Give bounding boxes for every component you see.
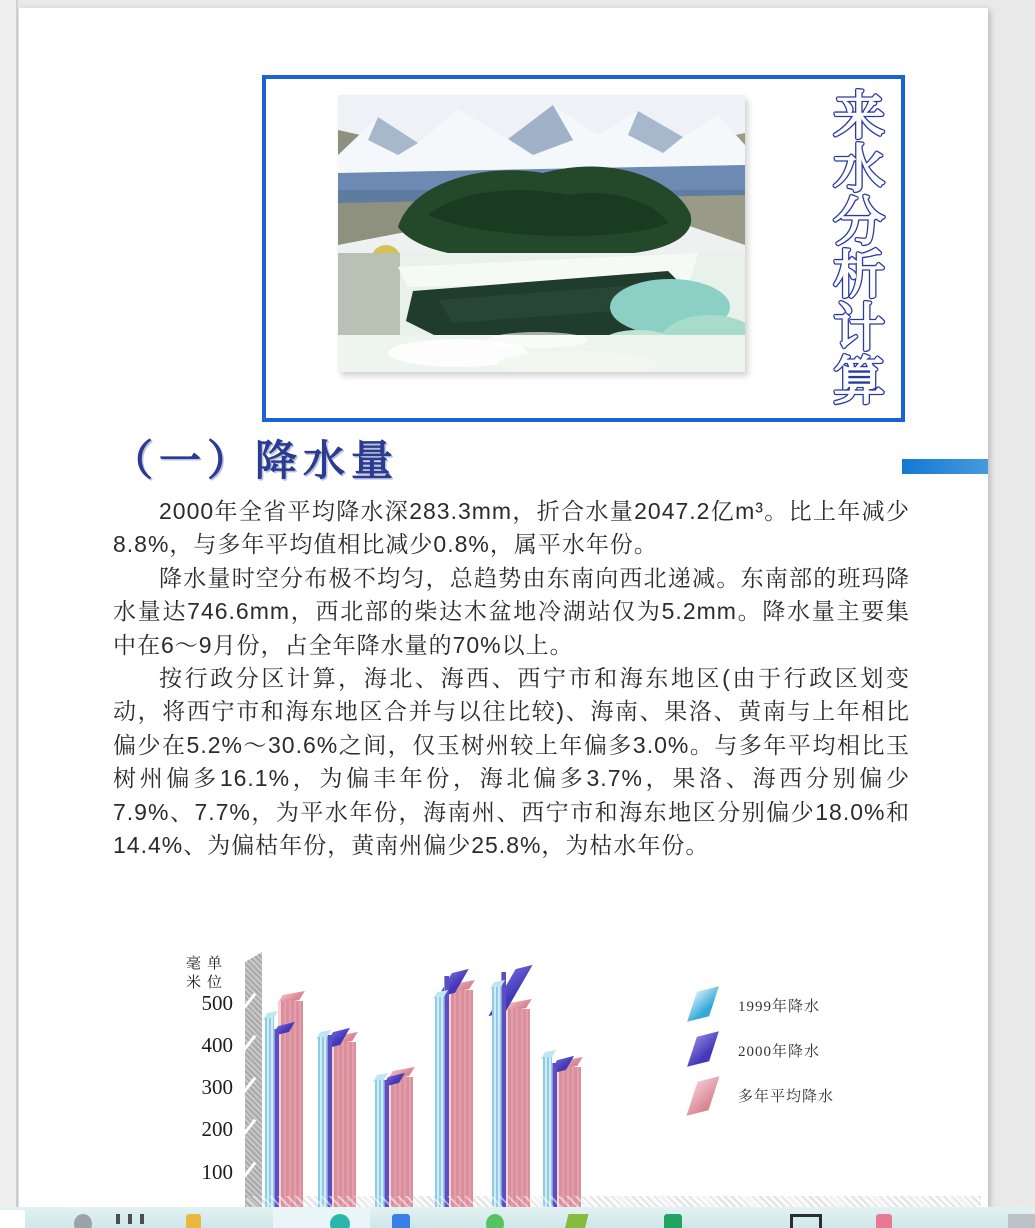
bar-2000	[327, 1035, 332, 1207]
y-tick-label: 500	[201, 990, 233, 1015]
notepad-app-icon[interactable]	[790, 1214, 822, 1228]
bar-2000	[274, 1029, 279, 1207]
chart-legend	[690, 985, 900, 1120]
bar-2000	[552, 1063, 557, 1207]
viewer-left-margin	[0, 0, 18, 1228]
y-tick-label: 400	[201, 1032, 233, 1057]
excel-app-icon[interactable]	[664, 1214, 682, 1228]
bar-2000	[444, 976, 449, 1207]
pinned-dashes-icon[interactable]	[116, 1214, 150, 1224]
legend-label: 多年平均降水	[738, 1089, 835, 1105]
vtitle-char: 分	[832, 194, 886, 252]
paragraph-2: 降水量时空分布极不均匀，总趋势由东南向西北递减。东南部的班玛降水量达746.6mm，西北部的柴达木盆地冷湖站仅为5.2mm。降水量主要集中在6～9月份，占全年降水量的70%以上。	[113, 564, 910, 658]
messenger-icon[interactable]	[330, 1214, 350, 1228]
legend-swatch-1999	[687, 986, 719, 1021]
document-page	[19, 8, 988, 1207]
bar-average	[448, 990, 473, 1207]
paragraph-1: 2000年全省平均降水深283.3mm，折合水量2047.2亿m³。比上年减少8.8%，与多年平均值相比减少0.8%，属平水年份。	[113, 498, 910, 558]
vtitle-char: 析	[832, 247, 886, 305]
vtitle-char: 水	[832, 141, 886, 199]
y-tick-label: 300	[201, 1075, 233, 1100]
tray-block[interactable]	[1008, 1214, 1035, 1228]
vtitle-char: 计	[832, 300, 886, 358]
start-orb-icon[interactable]	[74, 1214, 92, 1228]
bar-1999	[318, 1037, 327, 1207]
bar-average	[556, 1067, 581, 1207]
bar-average	[331, 1042, 356, 1207]
legend-row	[690, 1030, 900, 1075]
landscape-photo	[338, 95, 745, 372]
paragraph-3: 按行政分区计算，海北、海西、西宁市和海东地区(由于行政区划变动，将西宁市和海东地区合并与以往比较)、海南、果洛、黄南与上年相比偏少在5.2%～30.6%之间，仅玉树州较上年偏多3.0%。与多年平均相比玉树州偏多16.1%，为偏丰年份，海北偏多3.7%，果洛、海西分别偏少7.9%、7.7%，为平水年份，海南州、西宁市和海东地区分别偏少18.0%和14.4%、为偏枯年份，黄南州偏少25.8%，为枯水年份。	[113, 665, 910, 859]
bar-average	[505, 1009, 530, 1207]
word-app-icon[interactable]	[392, 1214, 410, 1228]
landscape-photo-art	[338, 95, 745, 372]
legend-swatch-2000	[687, 1031, 719, 1066]
chart-floor-hatch-overlay	[247, 1196, 981, 1207]
legend-label: 1999年降水	[738, 999, 821, 1015]
taskbar-corner-block	[0, 1210, 25, 1228]
decorative-gradient-bar	[902, 459, 988, 474]
legend-label: 2000年降水	[738, 1044, 821, 1060]
bar-1999	[492, 987, 501, 1207]
bar-1999	[435, 997, 444, 1207]
y-tick-label: 200	[201, 1117, 233, 1142]
legend-row	[690, 985, 900, 1030]
legend-row	[690, 1075, 900, 1120]
bar-1999	[375, 1080, 384, 1207]
bar-1999	[543, 1057, 552, 1207]
vertical-chapter-title	[807, 88, 911, 410]
unit-label-word: 单位	[205, 955, 221, 993]
bar-average	[388, 1077, 413, 1207]
y-tick-label: 100	[201, 1159, 233, 1184]
bar-2000	[384, 1080, 389, 1207]
vtitle-char: 算	[832, 353, 886, 410]
unit-label-word: 毫米	[184, 955, 200, 993]
vtitle-char: 来	[832, 88, 886, 146]
legend-swatch-average	[686, 1076, 719, 1115]
folder-icon[interactable]	[186, 1214, 201, 1228]
bar-2000	[501, 972, 506, 1207]
bar-1999	[265, 1018, 274, 1207]
body-text	[113, 495, 910, 862]
taskbar-active-app-highlight	[273, 1207, 370, 1228]
music-app-icon[interactable]	[876, 1214, 892, 1228]
section-heading: （一）降水量	[111, 439, 400, 485]
taskbar[interactable]	[0, 1207, 1035, 1228]
green-app-icon[interactable]	[486, 1214, 504, 1228]
wps-app-icon[interactable]	[564, 1214, 589, 1228]
